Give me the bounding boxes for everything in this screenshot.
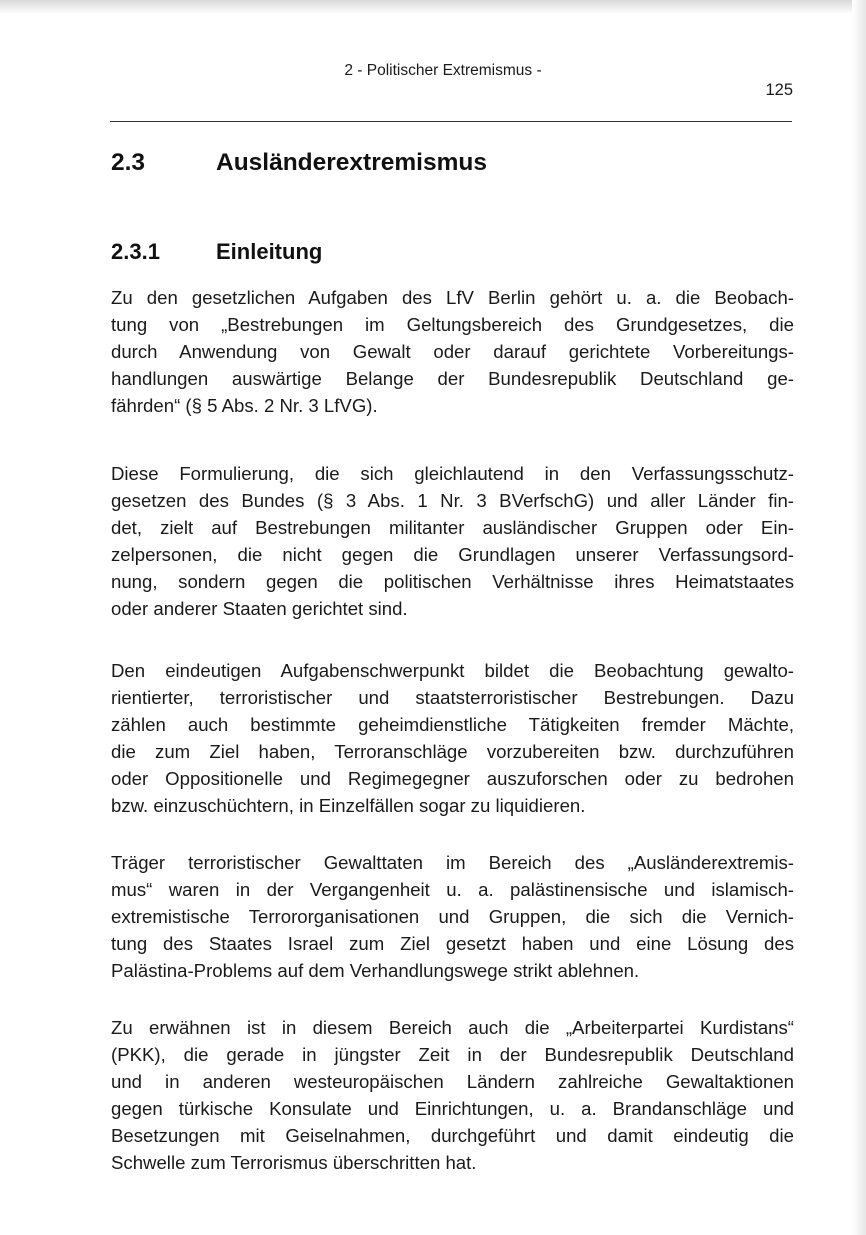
text-line: die zum Ziel haben, Terroranschläge vorzubereiten bzw. durchzuführen [111,741,794,763]
paragraph-3 [111,657,794,820]
text-line: Diese Formulierung, die sich gleichlautend in den Verfassungsschutz- [111,463,794,484]
text-line: oder anderer Staaten gerichtet sind. [111,598,408,620]
paragraph-4 [111,849,794,984]
text-line: bzw. einzuschüchtern, in Einzelfällen sogar zu liquidieren. [111,795,586,817]
subsection-number: 2.3.1 [111,239,160,264]
section-number: 2.3 [111,149,146,176]
text-line: fährden“ (§ 5 Abs. 2 Nr. 3 LfVG). [111,395,378,417]
text-line: zelpersonen, die nicht gegen die Grundlagen unserer Verfassungsord- [111,544,794,566]
text-line: nung, sondern gegen die politischen Verhältnisse ihres Heimatstaates [111,571,794,593]
page-number: 125 [765,81,793,99]
text-line: und in anderen westeuropäischen Ländern zahlreiche Gewaltaktionen [111,1071,794,1093]
text-line: det, zielt auf Bestrebungen militanter ausländischer Gruppen oder Ein- [111,517,794,539]
text-line: oder Oppositionelle und Regimegegner auszuforschen oder zu bedrohen [111,768,794,790]
text-line: durch Anwendung von Gewalt oder darauf gerichtete Vorbereitungs- [111,341,794,363]
text-line: Träger terroristischer Gewalttaten im Bereich des „Ausländerextremis- [111,852,794,873]
text-line: Schwelle zum Terrorismus überschritten hat. [111,1152,477,1174]
text-line: mus“ waren in der Vergangenheit u. a. palästinensische und islamisch- [111,879,794,901]
scan-edge-right [852,0,866,1235]
paragraph-1 [111,284,794,419]
text-line: (PKK), die gerade in jüngster Zeit in der Bundesrepublik Deutschland [111,1044,794,1066]
text-line: rientierter, terroristischer und staatsterroristischer Bestrebungen. Dazu [111,687,794,709]
running-header: 2 - Politischer Extremismus - [344,62,542,79]
text-line: zählen auch bestimmte geheimdienstliche Tätigkeiten fremder Mächte, [111,714,794,736]
text-line: tung des Staates Israel zum Ziel gesetzt haben und eine Lösung des [111,933,794,955]
paragraph-2 [111,460,794,623]
text-line: gegen türkische Konsulate und Einrichtungen, u. a. Brandanschläge und [111,1098,794,1120]
text-line: handlungen auswärtige Belange der Bundesrepublik Deutschland ge- [111,368,794,390]
paragraph-5 [111,1014,794,1177]
text-line: gesetzen des Bundes (§ 3 Abs. 1 Nr. 3 BVerfschG) und aller Länder fin- [111,490,794,512]
text-line: extremistische Terrororganisationen und Gruppen, die sich die Vernich- [111,906,794,928]
header-rule [110,121,792,122]
text-line: Zu den gesetzlichen Aufgaben des LfV Berlin gehört u. a. die Beobach- [111,287,794,308]
text-line: tung von „Bestrebungen im Geltungsbereich des Grundgesetzes, die [111,314,794,336]
text-line: Besetzungen mit Geiselnahmen, durchgeführt und damit eindeutig die [111,1125,794,1147]
text-line: Zu erwähnen ist in diesem Bereich auch die „Arbeiterpartei Kurdistans“ [111,1017,794,1038]
subsection-title: Einleitung [216,239,323,264]
text-line: Palästina-Problems auf dem Verhandlungswege strikt ablehnen. [111,960,640,982]
text-line: Den eindeutigen Aufgabenschwerpunkt bildet die Beobachtung gewalto- [111,660,794,681]
section-title: Ausländerextremismus [216,149,487,176]
scan-edge-top [0,0,866,14]
